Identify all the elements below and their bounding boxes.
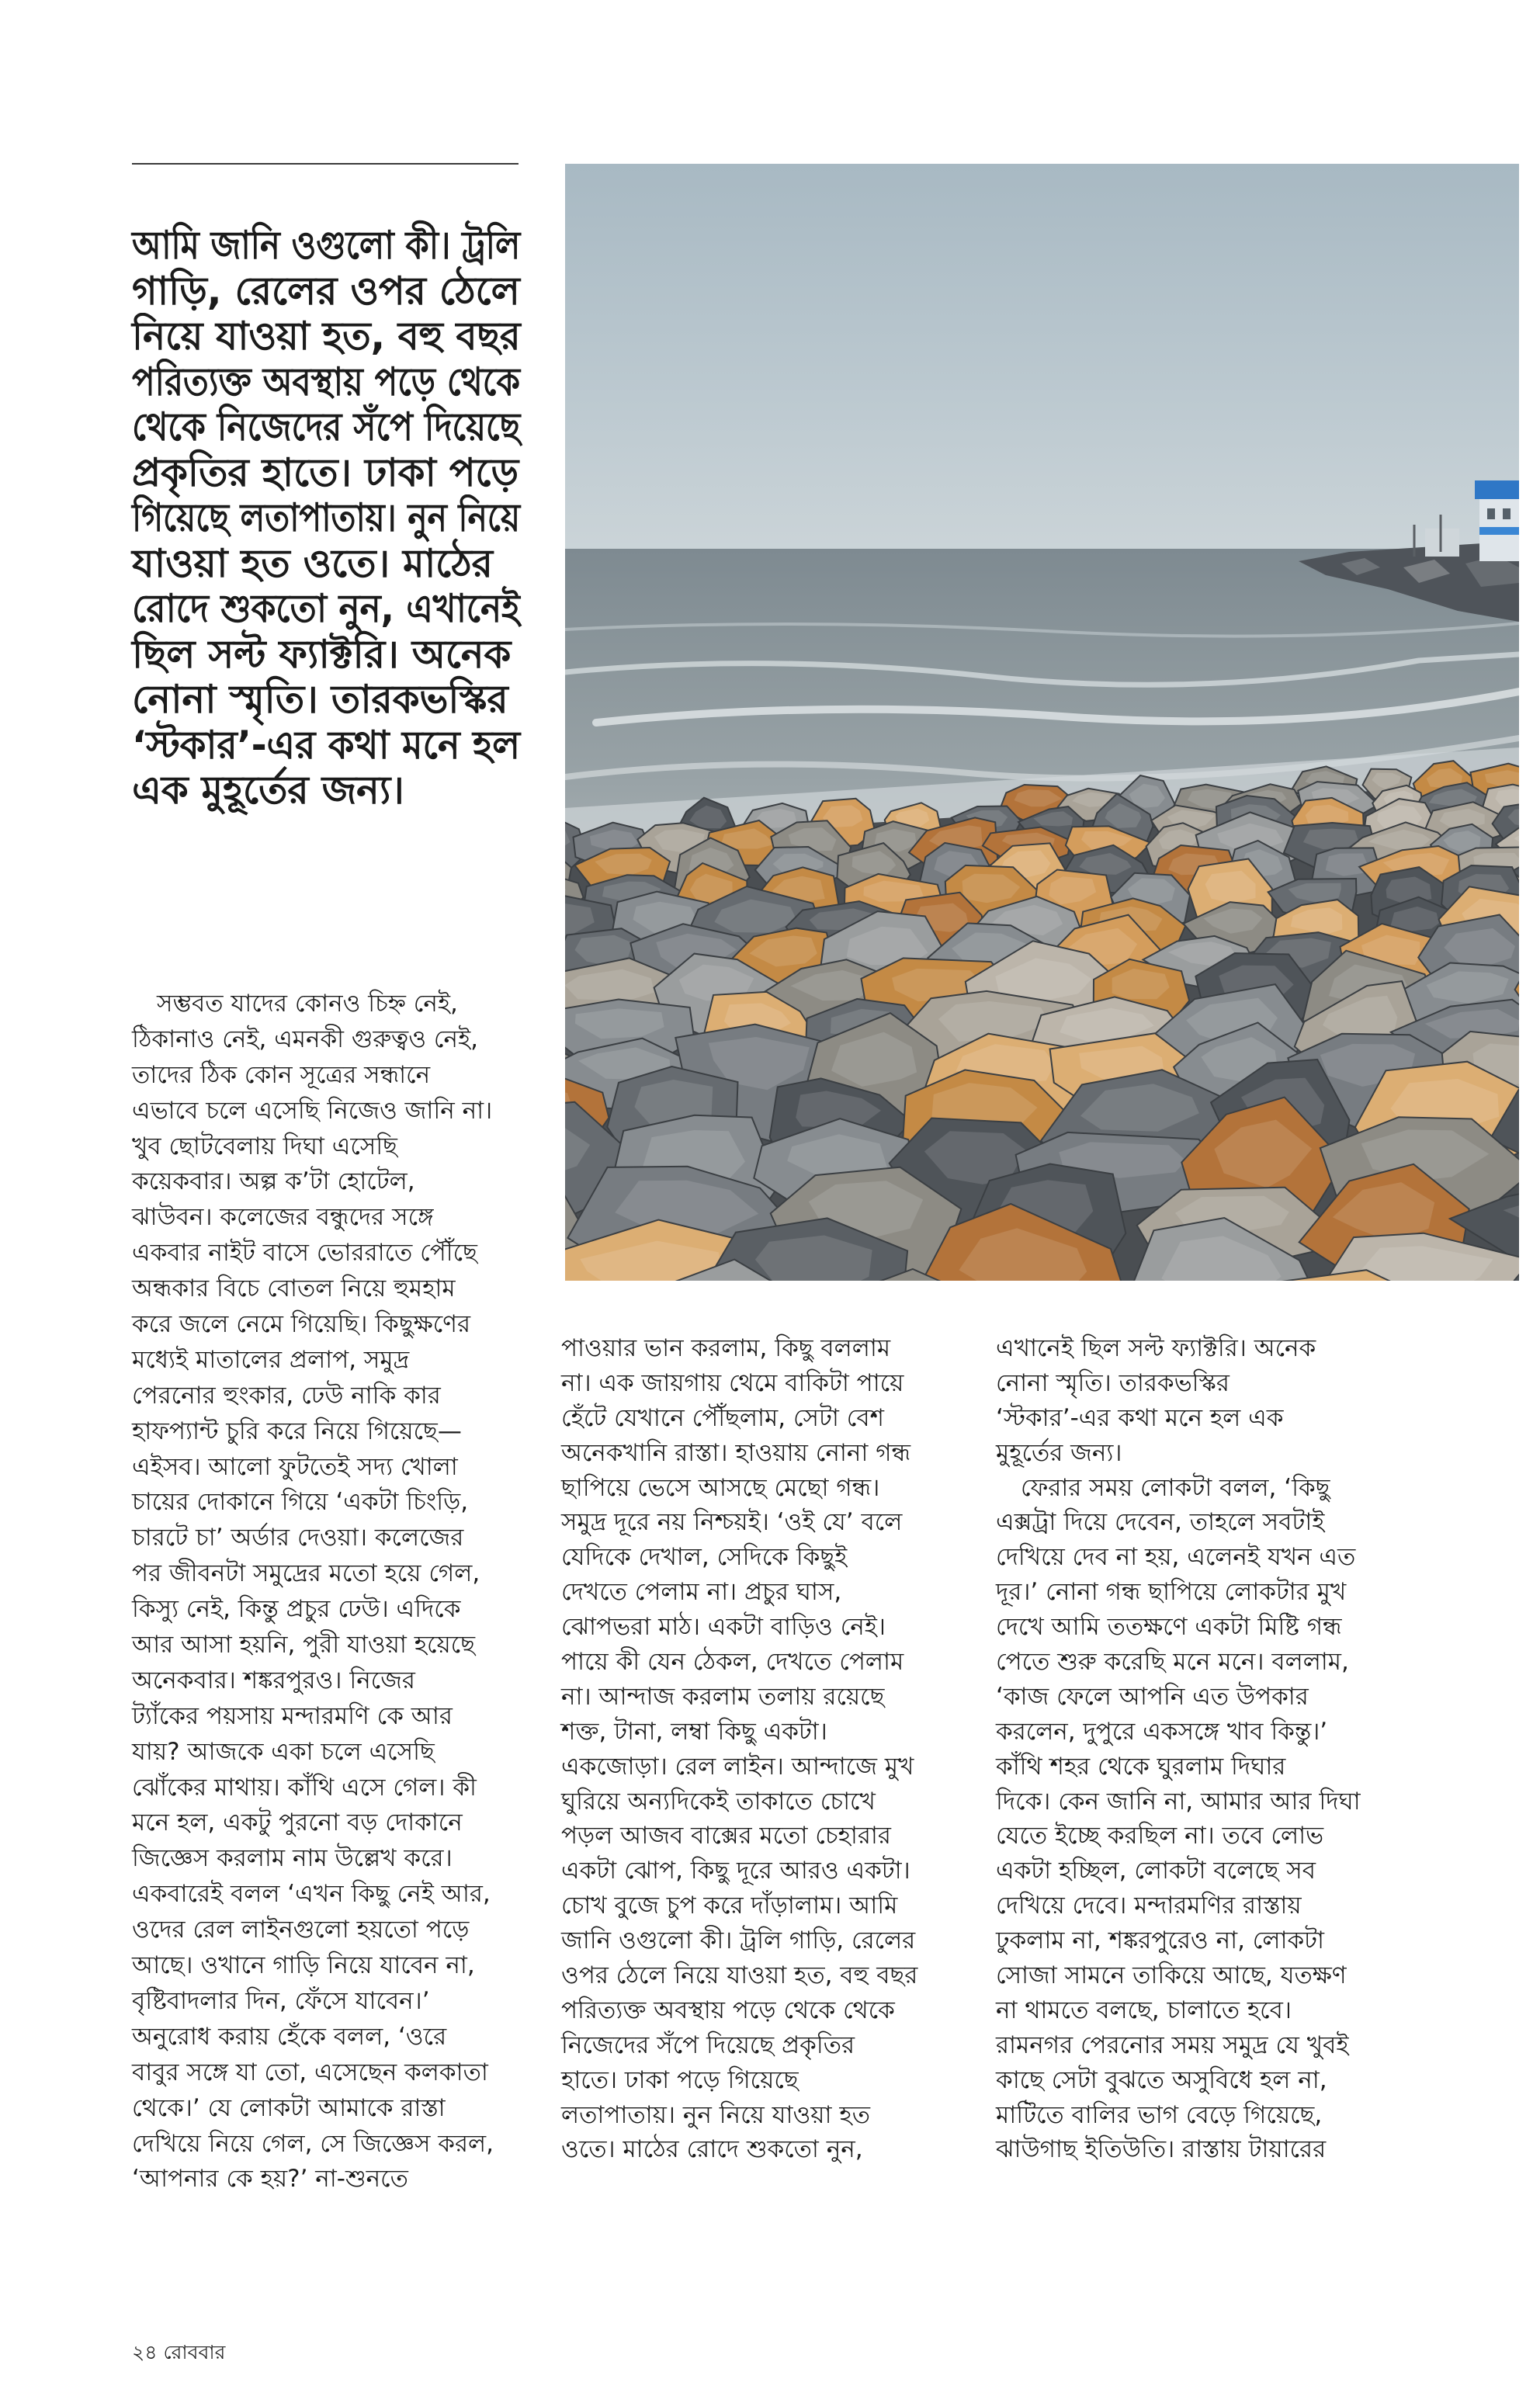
- pull-quote: [132, 223, 520, 813]
- body-line: এখানেই ছিল সল্ট ফ্যাক্টরি। অনেক: [996, 1334, 1316, 1362]
- body-line: হেঁটে যেখানে পৌঁছলাম, সেটা বেশ: [561, 1403, 884, 1432]
- body-line: দূর।’ নোনা গন্ধ ছাপিয়ে লোকটার মুখ: [996, 1578, 1347, 1607]
- body-line: করে জলে নেমে গিয়েছি। কিছুক্ষণের: [132, 1310, 471, 1339]
- body-line: দেখিয়ে দেব না হয়, এলেনই যখন এত: [996, 1543, 1356, 1572]
- body-line: পর জীবনটা সমুদ্রের মতো হয়ে গেল,: [132, 1559, 480, 1588]
- body-line: দেখিয়ে নিয়ে গেল, সে জিজ্ঞেস করল,: [132, 2129, 494, 2158]
- body-line: চোখ বুজে চুপ করে দাঁড়ালাম। আমি: [561, 1892, 898, 1920]
- pull-quote-line: রোদে শুকতো নুন, এখানেই: [132, 586, 520, 631]
- body-line: ওতে। মাঠের রোদে শুকতো নুন,: [561, 2135, 863, 2164]
- body-line: ঝোপভরা মাঠ। একটা বাড়িও নেই।: [561, 1613, 886, 1642]
- body-line: জানি ওগুলো কী। ট্রলি গাড়ি, রেলের: [561, 1927, 916, 1955]
- body-line: একবারেই বলল ‘এখন কিছু নেই আর,: [132, 1880, 491, 1909]
- body-line: মনে হল, একটু পুরনো বড় দোকানে: [132, 1809, 463, 1837]
- body-line: নিজেদের সঁপে দিয়েছে প্রকৃতির: [561, 2031, 855, 2059]
- body-line: লতাপাতায়। নুন নিয়ে যাওয়া হত: [561, 2100, 870, 2129]
- pull-quote-line: ‘স্টকার’-এর কথা মনে হল: [132, 722, 520, 768]
- body-line: যেতে ইচ্ছে করছিল না। তবে লোভ: [996, 1822, 1324, 1850]
- body-line: মাটিতে বালির ভাগ বেড়ে গিয়েছে,: [996, 2100, 1323, 2129]
- body-line: ঝাউবন। কলেজের বন্ধুদের সঙ্গে: [132, 1203, 434, 1232]
- body-line: পাওয়ার ভান করলাম, কিছু বললাম: [561, 1334, 891, 1362]
- body-line: আর আসা হয়নি, পুরী যাওয়া হয়েছে: [132, 1631, 476, 1659]
- body-line: না। এক জায়গায় থেমে বাকিটা পায়ে: [561, 1368, 904, 1397]
- body-line: পেরনোর হুংকার, ঢেউ নাকি কার: [132, 1381, 441, 1410]
- body-line: ঢুকলাম না, শঙ্করপুরেও না, লোকটা: [996, 1927, 1325, 1955]
- pull-quote-line: গাড়ি, রেলের ওপর ঠেলে: [132, 268, 520, 314]
- body-line: একটা ঝোপ, কিছু দূরে আরও একটা।: [561, 1857, 910, 1885]
- body-line: সোজা সামনে তাকিয়ে আছে, যতক্ষণ: [996, 1961, 1347, 1990]
- top-rule: [132, 163, 519, 165]
- body-line: কয়েকবার। অল্প ক’টা হোটেল,: [132, 1167, 415, 1196]
- body-line: যায়? আজকে একা চলে এসেছি: [132, 1737, 435, 1766]
- body-line: কিস্যু নেই, কিন্তু প্রচুর ঢেউ। এদিকে: [132, 1595, 461, 1624]
- pull-quote-line: থেকে নিজেদের সঁপে দিয়েছে: [132, 404, 521, 449]
- building-stripe: [1479, 527, 1519, 535]
- body-line: যেদিকে দেখাল, সেদিকে কিছুই: [561, 1543, 848, 1572]
- article-column-1: [132, 987, 505, 2197]
- pull-quote-line: প্রকৃতির হাতে। ঢাকা পড়ে: [132, 449, 519, 495]
- body-line: ঝাউগাছ ইতিউতি। রাস্তায় টায়ারের: [996, 2135, 1327, 2164]
- body-line: পায়ে কী যেন ঠেকল, দেখতে পেলাম: [561, 1648, 904, 1677]
- pull-quote-line: পরিত্যক্ত অবস্থায় পড়ে থেকে: [132, 359, 520, 404]
- body-line: বাবুর সঙ্গে যা তো, এসেছেন কলকাতা: [132, 2058, 488, 2086]
- rock-field: [565, 761, 1519, 1281]
- body-line: না। আন্দাজ করলাম তলায় রয়েছে: [561, 1682, 885, 1711]
- pull-quote-line: এক মুহূর্তের জন্য।: [132, 768, 404, 813]
- body-line: এইসব। আলো ফুটতেই সদ্য খোলা: [132, 1452, 458, 1481]
- body-line: ছাপিয়ে ভেসে আসছে মেছো গন্ধ।: [561, 1473, 880, 1502]
- body-line: শক্ত, টানা, লম্বা কিছু একটা।: [561, 1717, 827, 1746]
- building-roof: [1475, 480, 1519, 499]
- body-line: নোনা স্মৃতি। তারকভস্কির: [996, 1368, 1230, 1397]
- body-line: দিকে। কেন জানি না, আমার আর দিঘা: [996, 1787, 1361, 1816]
- body-line: চায়ের দোকানে গিয়ে ‘একটা চিংড়ি,: [132, 1488, 469, 1517]
- pull-quote-line: নোনা স্মৃতি। তারকভস্কির: [132, 677, 508, 722]
- body-line: ‘আপনার কে হয়?’ না-শুনতে: [132, 2165, 408, 2194]
- body-line: ঝোঁকের মাথায়। কাঁথি এসে গেল। কী: [132, 1773, 477, 1802]
- pull-quote-line: গিয়েছে লতাপাতায়। নুন নিয়ে: [132, 495, 520, 540]
- body-line: অনুরোধ করায় হেঁকে বলল, ‘ওরে: [132, 2022, 447, 2051]
- body-line: খুব ছোটবেলায় দিঘা এসেছি: [132, 1132, 397, 1160]
- pull-quote-line: আমি জানি ওগুলো কী। ট্রলি: [132, 223, 521, 268]
- body-line: পড়ল আজব বাক্সের মতো চেহারার: [561, 1822, 891, 1850]
- article-column-3: [996, 1331, 1362, 2167]
- body-line: ট্যাঁকের পয়সায় মন্দারমণি কে আর: [132, 1701, 453, 1730]
- pull-quote-line: নিয়ে যাওয়া হত, বহু বছর: [132, 314, 521, 359]
- body-line: অনেকখানি রাস্তা। হাওয়ায় নোনা গন্ধ: [561, 1438, 911, 1467]
- building-window: [1487, 508, 1495, 519]
- page-footer: [132, 2341, 225, 2364]
- body-line: আছে। ওখানে গাড়ি নিয়ে যাবেন না,: [132, 1951, 475, 1980]
- body-line: একজোড়া। রেল লাইন। আন্দাজে মুখ: [561, 1752, 914, 1781]
- body-line: পেতে শুরু করেছি মনে মনে। বললাম,: [996, 1648, 1349, 1677]
- magazine-name: রোববার: [163, 2341, 226, 2364]
- sea-rocks-photo: [565, 164, 1519, 1281]
- body-line: থেকে।’ যে লোকটা আমাকে রাস্তা: [132, 2093, 446, 2122]
- body-line: রামনগর পেরনোর সময় সমুদ্র যে খুবই: [996, 2031, 1349, 2059]
- building-low: [1425, 529, 1459, 557]
- body-line: ওপর ঠেলে নিয়ে যাওয়া হত, বহু বছর: [561, 1961, 918, 1990]
- body-line: একটা হচ্ছিল, লোকটা বলেছে সব: [996, 1857, 1316, 1885]
- body-line: দেখে আমি ততক্ষণে একটা মিষ্টি গন্ধ: [996, 1613, 1342, 1642]
- body-line: চারটে চা’ অর্ডার দেওয়া। কলেজের: [132, 1524, 464, 1552]
- page-number: ২৪: [132, 2341, 158, 2364]
- body-line: অনেকবার। শঙ্করপুরও। নিজের: [132, 1666, 415, 1694]
- body-line: অন্ধকার বিচে বোতল নিয়ে হুমহাম: [132, 1275, 456, 1303]
- body-line: মুহূর্তের জন্য।: [996, 1438, 1122, 1467]
- pull-quote-line: যাওয়া হত ওতে। মাঠের: [132, 540, 493, 586]
- body-line: এভাবে চলে এসেছি নিজেও জানি না।: [132, 1096, 493, 1125]
- body-line: সম্ভবত যাদের কোনও চিহ্ন নেই,: [157, 990, 458, 1018]
- body-line: ঘুরিয়ে অন্যদিকেই তাকাতে চোখে: [561, 1787, 876, 1816]
- body-line: এক্সট্রা দিয়ে দেবেন, তাহলে সবটাই: [996, 1508, 1325, 1537]
- body-line: কাছে সেটা বুঝতে অসুবিধে হল না,: [996, 2065, 1327, 2094]
- body-line: হাফপ্যান্ট চুরি করে নিয়ে গিয়েছে—: [132, 1417, 462, 1445]
- body-line: ফেরার সময় লোকটা বলল, ‘কিছু: [1021, 1473, 1330, 1502]
- body-line: তাদের ঠিক কোন সূত্রের সন্ধানে: [132, 1060, 431, 1089]
- body-line: পরিত্যক্ত অবস্থায় পড়ে থেকে থেকে: [561, 1996, 895, 2024]
- body-line: একবার নাইট বাসে ভোররাতে পৌঁছে: [132, 1239, 477, 1268]
- body-line: কাঁথি শহর থেকে ঘুরলাম দিঘার: [996, 1752, 1286, 1781]
- sky: [565, 164, 1519, 552]
- body-line: দেখিয়ে দেবে। মন্দারমণির রাস্তায়: [996, 1892, 1302, 1920]
- body-line: ওদের রেল লাইনগুলো হয়তো পড়ে: [132, 1916, 470, 1944]
- body-line: না থামতে বলছে, চালাতে হবে।: [996, 1996, 1292, 2024]
- body-line: বৃষ্টিবাদলার দিন, ফেঁসে যাবেন।’: [132, 1986, 430, 2015]
- building-window: [1503, 508, 1511, 519]
- pull-quote-line: ছিল সল্ট ফ্যাক্টরি। অনেক: [132, 631, 512, 677]
- body-line: করলেন, দুপুরে একসঙ্গে খাব কিন্তু।’: [996, 1717, 1328, 1746]
- body-line: ঠিকানাও নেই, এমনকী গুরুত্বও নেই,: [132, 1025, 478, 1053]
- body-line: হাতে। ঢাকা পড়ে গিয়েছে: [561, 2065, 799, 2094]
- body-line: দেখতে পেলাম না। প্রচুর ঘাস,: [561, 1578, 842, 1607]
- article-column-2: [561, 1331, 940, 2167]
- body-line: ‘স্টকার’-এর কথা মনে হল এক: [996, 1403, 1284, 1432]
- body-line: মধ্যেই মাতালের প্রলাপ, সমুদ্র: [132, 1345, 410, 1374]
- body-line: ‘কাজ ফেলে আপনি এত উপকার: [996, 1682, 1309, 1711]
- body-line: জিজ্ঞেস করলাম নাম উল্লেখ করে।: [132, 1844, 453, 1873]
- body-line: সমুদ্র দূরে নয় নিশ্চয়ই। ‘ওই যে’ বলে: [561, 1508, 903, 1537]
